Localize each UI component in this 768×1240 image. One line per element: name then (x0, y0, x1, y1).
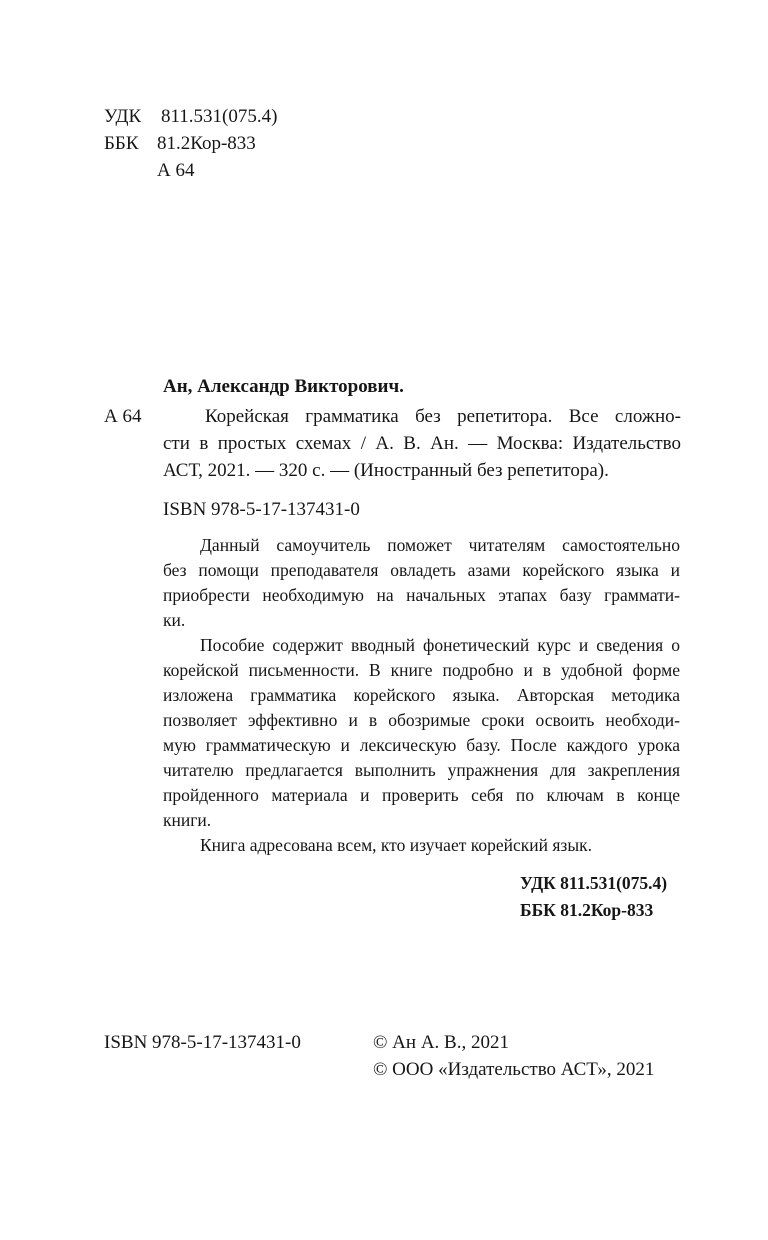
record-isbn: ISBN 978-5-17-137431-0 (163, 499, 360, 520)
para3-line-1: Книга адресована всем, кто изучает корейский язык. (200, 835, 592, 855)
para1-line-4: ки. (163, 610, 186, 630)
author-heading: Ан, Александр Викторович. (163, 376, 404, 397)
bbk-bold-code: ББК 81.2Кор-833 (520, 900, 654, 920)
side-mark: А 64 (104, 406, 142, 427)
para1-line-2: без помощи преподавателя овладеть азами корейского языка и (163, 560, 680, 580)
para2-line-4: позволяет эффективно и в обозримые сроки освоить необходи- (163, 710, 680, 730)
udk-code: 811.531(075.4) (161, 106, 278, 127)
para2-line-3: изложена грамматика корейского языка. Авторская методика (163, 685, 680, 705)
para2-line-6: читателю предлагается выполнить упражнения для закрепления (163, 760, 680, 780)
udk-bold-code: УДК 811.531(075.4) (520, 873, 668, 893)
copyright-author: © Ан А. В., 2021 (373, 1032, 509, 1053)
para2-line-8: книги. (163, 810, 212, 830)
bbk-code: 81.2Кор-833 (157, 133, 256, 154)
record-line-1: Корейская грамматика без репетитора. Все сложно- (205, 406, 681, 427)
bottom-isbn: ISBN 978-5-17-137431-0 (104, 1032, 301, 1053)
record-line-2: сти в простых схемах / А. В. Ан. — Москва: Издательство (163, 433, 681, 454)
para1-line-3: приобрести необходимую на начальных этапах базу граммати- (163, 585, 680, 605)
bbk-label: ББК (104, 133, 139, 154)
para2-line-7: пройденного материала и проверить себя по ключам в конце (163, 785, 680, 805)
record-line-3: АСТ, 2021. — 320 с. — (Иностранный без репетитора). (163, 460, 609, 481)
udk-label: УДК (104, 106, 142, 127)
para1-line-1: Данный самоучитель поможет читателям самостоятельно (200, 535, 680, 555)
para2-line-1: Пособие содержит вводный фонетический курс и сведения о (200, 635, 680, 655)
copyright-publisher: © ООО «Издательство АСТ», 2021 (373, 1059, 655, 1080)
para2-line-2: корейской письменности. В книге подробно и в удобной форме (163, 660, 680, 680)
para2-line-5: мую грамматическую и лексическую базу. После каждого урока (163, 735, 680, 755)
author-mark: А 64 (157, 160, 195, 181)
